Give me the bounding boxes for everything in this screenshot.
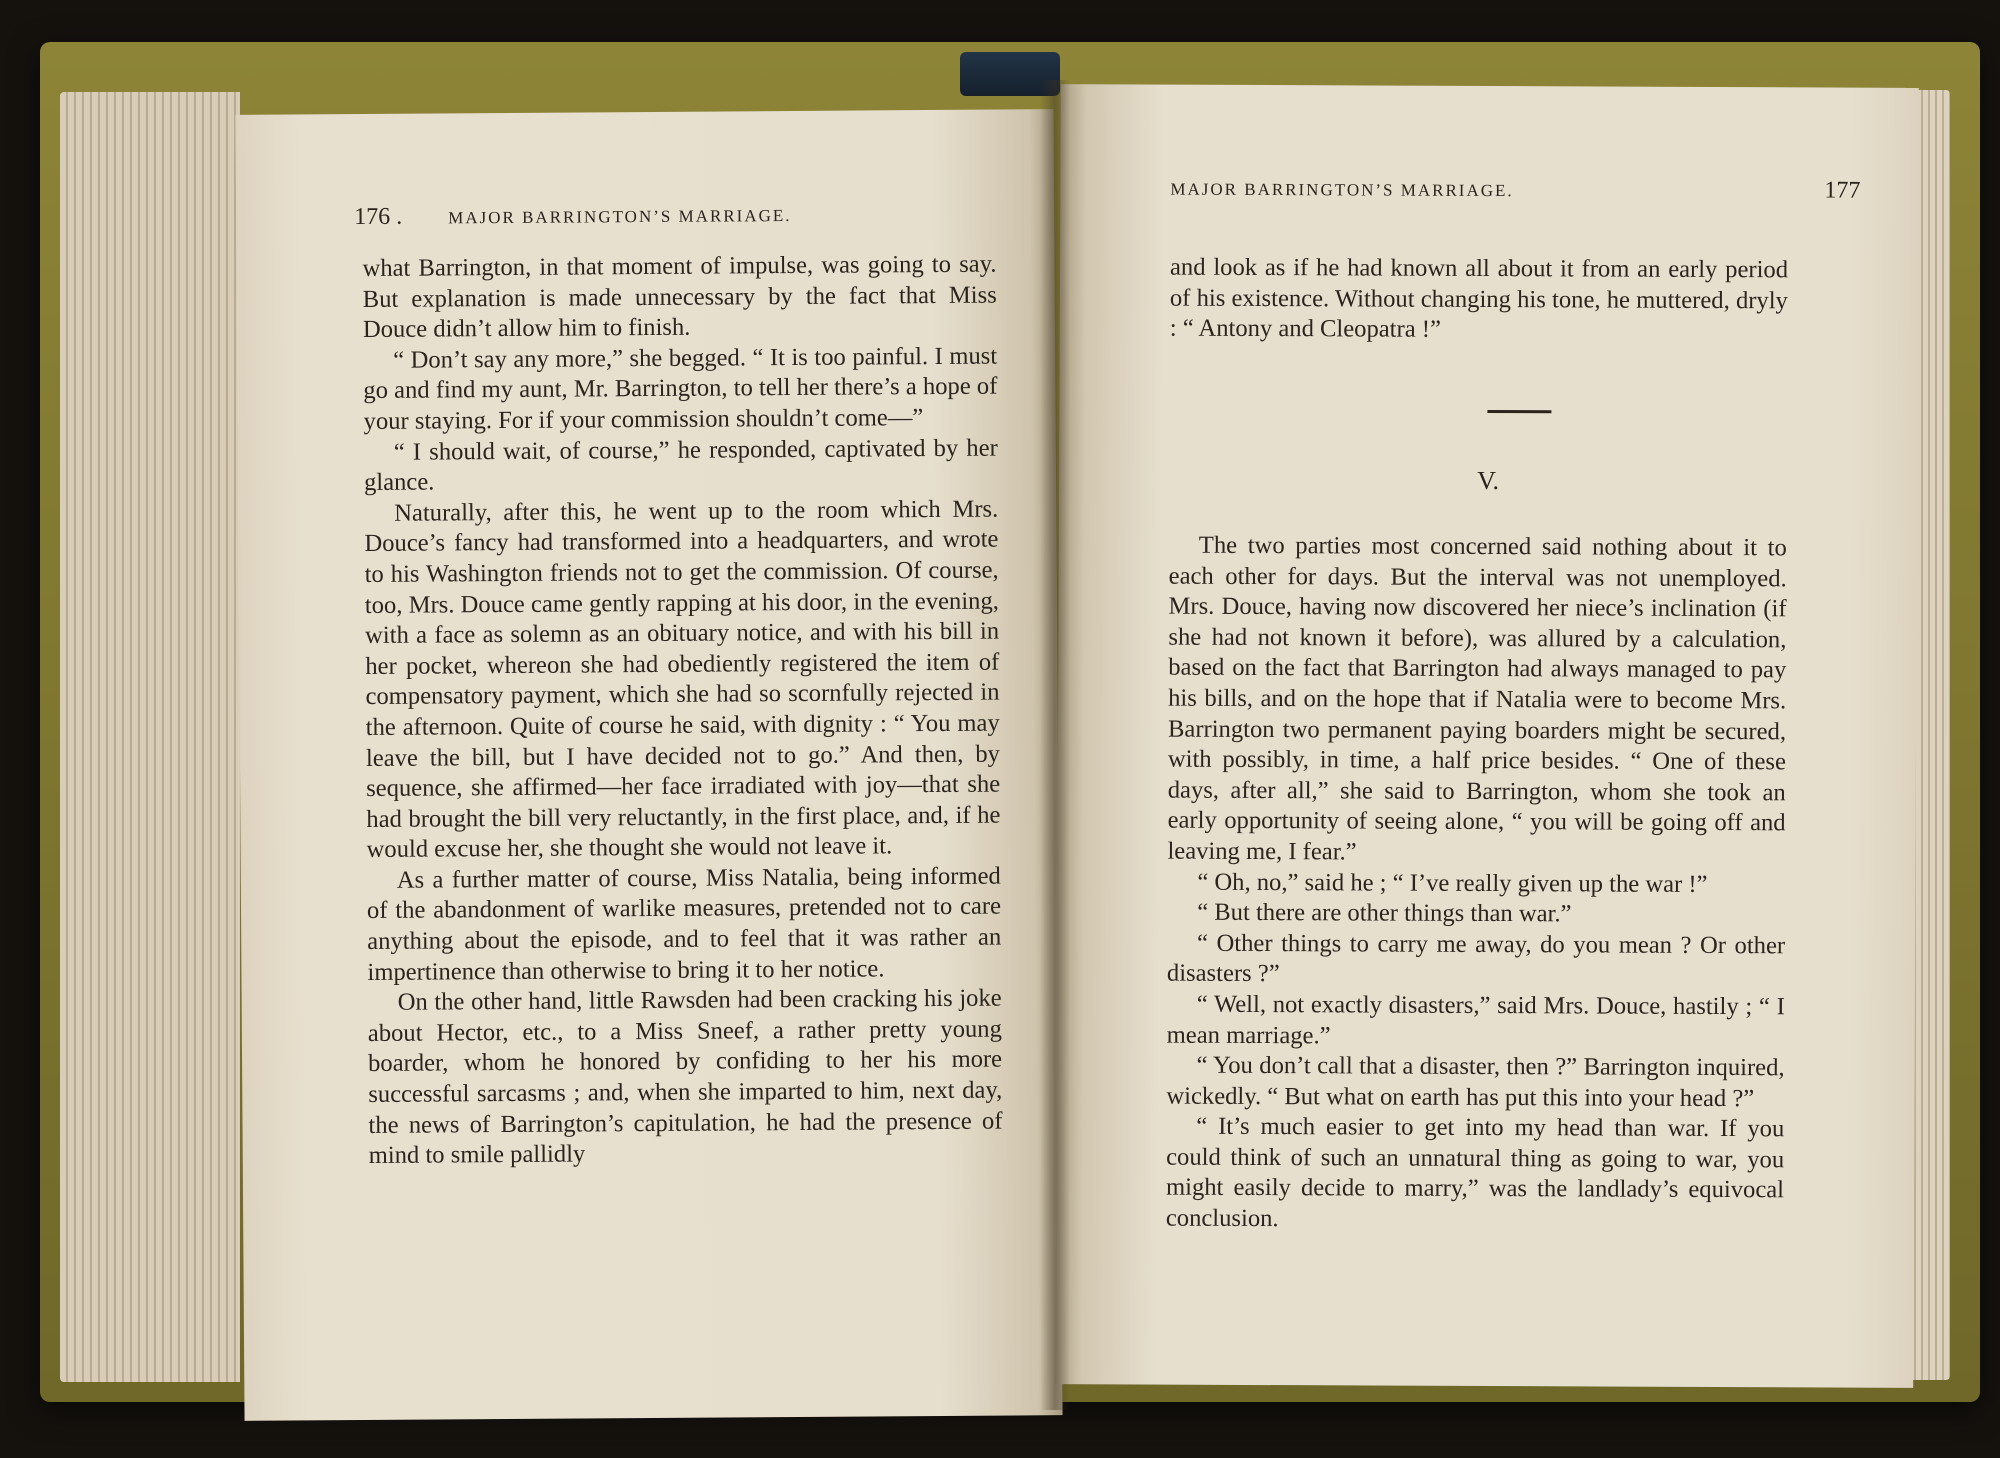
paragraph: “ I should wait, of course,” he responded, captivated by her glance. [363, 434, 998, 497]
right-top-text [1170, 253, 1788, 347]
left-running-title: MAJOR BARRINGTON’S MARRIAGE. [448, 205, 792, 228]
right-page-number: 177 [1824, 177, 1861, 204]
left-page-number: 176 . [354, 203, 403, 231]
chapter-heading: V. [1477, 465, 1500, 496]
paragraph: “ But there are other things than war.” [1197, 898, 1572, 928]
paragraph: “ Oh, no,” said he ; “ I’ve really given up the war !” [1197, 868, 1708, 898]
left-page [235, 109, 1062, 1421]
section-rule [1487, 410, 1551, 413]
paragraph: “ It’s much easier to get into my head than war. If you could think of such an unnatural thing as going to war, you might easily decide to marry,” was the landlady’s equivocal conclusion. [1165, 1113, 1785, 1233]
paragraph: “ Well, not exactly disasters,” said Mrs. Douce, hastily ; “ I mean marriage.” [1166, 990, 1785, 1049]
paragraph: “ You don’t call that a disaster, then ?” Barrington inquired, wickedly. “ But what on earth has put this into your head ?” [1166, 1051, 1785, 1112]
page-edges-left [60, 92, 240, 1382]
paragraph: As a further matter of course, Miss Natalia, being informed of the abandonment of warlike measures, pretended not to care anything about the episode, and to feel that it was rather an impertinence than otherwise to bring it to her notice. [366, 862, 1002, 986]
paragraph: and look as if he had known all about it from an early period of his existence. Without changing his tone, he muttered, dryly : “ Antony and Cleopatra !” [1169, 253, 1789, 343]
paragraph: On the other hand, little Rawsden had been cracking his joke about Hector, etc., to a Miss Sneef, a rather pretty young boarder, whom he honored by confiding to her his more successful sarcasms ; and, when she imparted to him, next day, the news of Barrington’s capitulation, he had the presence of mind to smile pallidly [367, 984, 1003, 1170]
left-body-text [362, 250, 1002, 1172]
paragraph: what Barrington, in that moment of impulse, was going to say. But explanation is made unnecessary by the fact that Miss Douce didn’t allow him to finish. [362, 250, 997, 344]
right-page [1055, 84, 1919, 1388]
left-running-head [354, 200, 1004, 232]
right-body-text [1166, 531, 1787, 1237]
book-gutter-shadow [1040, 80, 1070, 1410]
paragraph: Naturally, after this, he went up to the room which Mrs. Douce’s fancy had transformed into a headquarters, and wrote to his Washington friends not to get the commission. Of course, too, Mrs. Douce came gently rapping at his door, in the evening, with a face as solemn as an obituary notice, and with his bill in her pocket, whereon she had obediently registered the item of compensatory payment, which she had so scornfully rejected in the afternoon. Quite of course he said, with dignity : “ You may leave the bill, but I have decided not to go.” And then, by sequence, she affirmed—her face irradiated with joy—that she had brought the bill very reluctantly, in the first place, and, if he would excuse her, she thought she would not leave it. [364, 495, 1001, 864]
right-running-head [1170, 175, 1860, 205]
paragraph: “ Other things to carry me away, do you mean ? Or other disasters ?” [1166, 929, 1786, 988]
paragraph: The two parties most concerned said nothing about it to each other for days. But the interval was not unemployed. Mrs. Douce, having now discovered her niece’s inclination (if she had not known it before), was allured by a calculation, based on the fact that Barrington had always managed to pay his bills, and on the hope that if Natalia were to become Mrs. Barrington two permanent paying boarders might be secured, with possibly, in time, a half price besides. “ One of these days, after all,” she said to Barrington, whom she took an early opportunity of seeing alone, “ you will be going off and leaving me, I fear.” [1167, 531, 1787, 866]
paragraph: “ Don’t say any more,” she begged. “ It is too painful. I must go and find my aunt, Mr. Barrington, to tell her there’s a hope of your staying. For if your commission shouldn’t come—” [363, 342, 998, 435]
right-running-title: MAJOR BARRINGTON’S MARRIAGE. [1170, 179, 1514, 201]
